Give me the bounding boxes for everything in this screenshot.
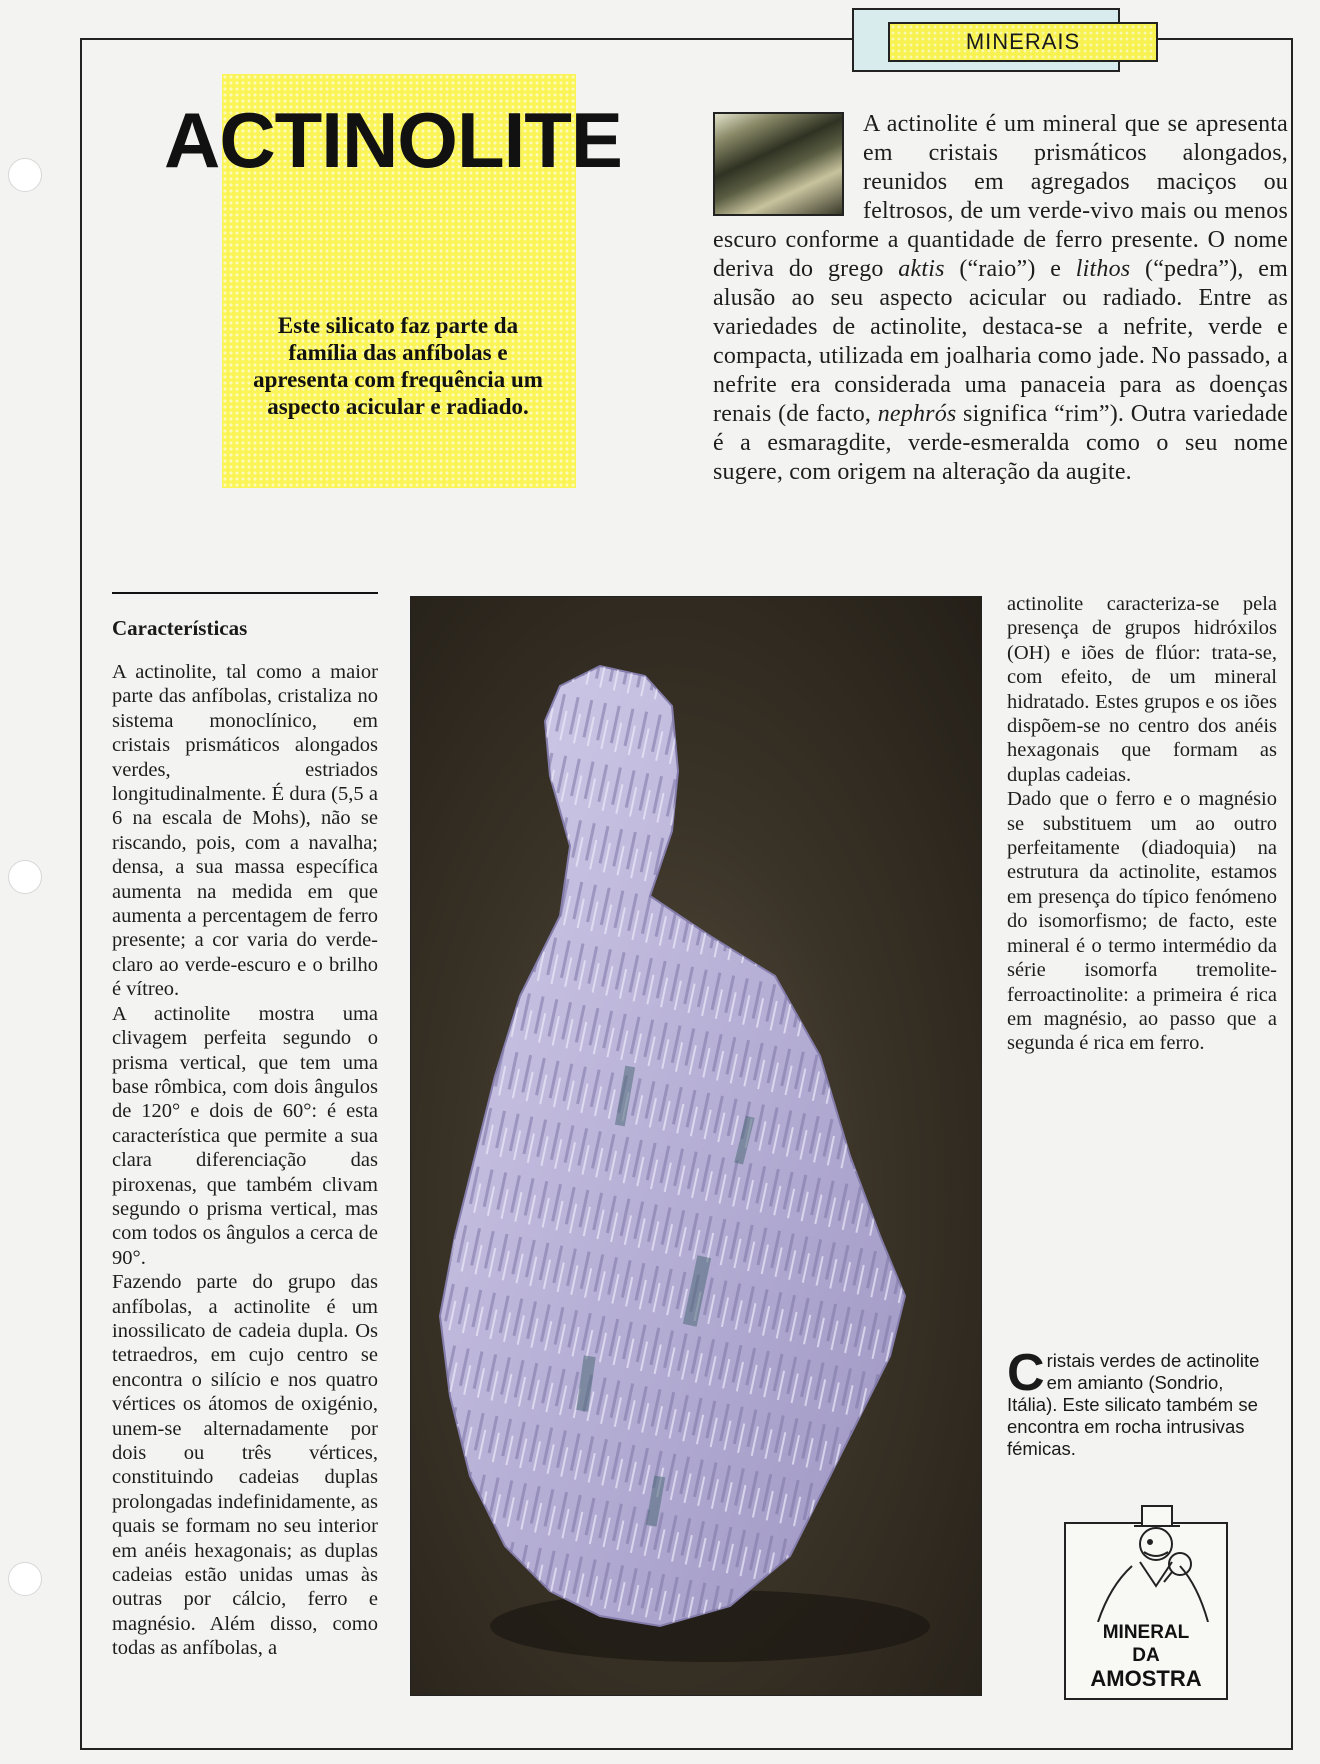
intro-term-nephros: nephrós	[877, 401, 957, 427]
mineral-da-amostra-badge	[1064, 1522, 1228, 1700]
right-paragraph-2: Dado que o ferro e o magnésio se substituem um ao outro perfeitamente (diadoquia) na estrutura da actinolite, estamos em presença do típico fenómeno do isomorfismo; de facto, este mineral é o termo intermédio da série isomorfa tremolite-ferroactinolite: a primeira é rica em magnésio, ao passo que a segunda é rica em ferro.	[1007, 788, 1277, 1055]
punch-hole	[8, 1562, 42, 1596]
photo-caption	[1007, 1344, 1269, 1460]
subtitle: Este silicato faz parte da família das anfíbolas e apresenta com frequência um aspecto acicular e radiado.	[253, 313, 543, 419]
left-paragraph-2: A actinolite mostra uma clivagem perfeita segundo o prisma vertical, que tem uma base rômbica, com dois ângulos de 120° e dois de 60°: é esta característica que permite a sua clara diferenciação das piroxenas, que também clivam segundo o prisma vertical, mas com todos os ângulos a cerca de 90°.	[112, 1002, 378, 1269]
badge-line-3: AMOSTRA	[1090, 1666, 1202, 1691]
intro-term-aktis: aktis	[898, 256, 945, 282]
mineral-specimen-illustration	[410, 596, 982, 1696]
right-column	[1007, 592, 1277, 1056]
magnifier-man-icon	[1084, 1502, 1214, 1627]
punch-hole	[8, 860, 42, 894]
section-tag: MINERAIS	[888, 22, 1158, 62]
intro-text-2: (“raio”) e	[944, 256, 1076, 282]
caption-dropcap: C	[1007, 1344, 1045, 1402]
right-paragraph-1: actinolite caracteriza-se pela presença de grupos hidróxilos (OH) e iões de flúor: trata-se, com efeito, de um mineral hidratado. Estes grupos e os iões dispõem-se no centro dos anéis hexagonais que formam as duplas cadeias.	[1007, 593, 1277, 786]
left-paragraph-1: A actinolite, tal como a maior parte das anfíbolas, cristaliza no sistema monoclínico, em cristais prismáticos alongados verdes, estriados longitudinalmente. É dura (5,5 a 6 na escala de Mohs), não se riscando, pois, com a navalha; densa, a sua massa específica aumenta na medida em que aumenta a percentagem de ferro presente; a cor varia do verde-claro ao verde-escuro e o brilho é vítreo.	[112, 661, 378, 1001]
section-title: Características	[112, 616, 248, 640]
intro-text-3: (“pedra”), em alusão ao seu aspecto acicular ou radiado. Entre as variedades de actinolite, destaca-se a nefrite, verde e compacta, utilizada em joalharia como jade. No passado, a nefrite era considerada uma panaceia para as doenças renais (de facto,	[713, 256, 1289, 427]
badge-line-2: DA	[1132, 1645, 1160, 1666]
left-column	[112, 660, 378, 1661]
intro-paragraph	[713, 110, 1288, 487]
section-rule	[112, 592, 378, 594]
page-title: ACTINOLITE	[164, 96, 622, 184]
intro-term-lithos: lithos	[1075, 256, 1131, 282]
mineral-photo	[410, 596, 982, 1696]
intro-text-1: A actinolite é um mineral que se apresenta em cristais prismáticos alongados, reunidos em agregados maciços ou feltrosos, de um verde-vivo mais ou menos escuro conforme a quantidade de ferro presente. O nome deriva do grego	[713, 111, 1288, 282]
caption-text: ristais verdes de actinolite em amianto (Sondrio, Itália). Este silicato também se encontra em rocha intrusivas fémicas.	[1007, 1350, 1260, 1459]
punch-hole	[8, 158, 42, 192]
intro-text-4: significa “rim”). Outra variedade é a esmaragdite, verde-esmeralda como o seu nome sugere, com origem na alteração da augite.	[713, 401, 1288, 485]
badge-line-1: MINERAL	[1102, 1622, 1190, 1643]
thumbnail-spacer	[713, 110, 863, 214]
left-paragraph-3: Fazendo parte do grupo das anfíbolas, a actinolite é um inossilicato de cadeia dupla. Os tetraedros, em cujo centro se encontra o silício e nos quatro vértices os átomos de oxigénio, unem-se alternadamente por dois ou três vértices, constituindo cadeias duplas prolongadas indefinidamente, as quais se formam no seu interior em anéis hexagonais; as duplas cadeias estão unidas umas às outras por cálcio, ferro e magnésio. Além disso, como todas as anfíbolas, a	[112, 1271, 378, 1660]
